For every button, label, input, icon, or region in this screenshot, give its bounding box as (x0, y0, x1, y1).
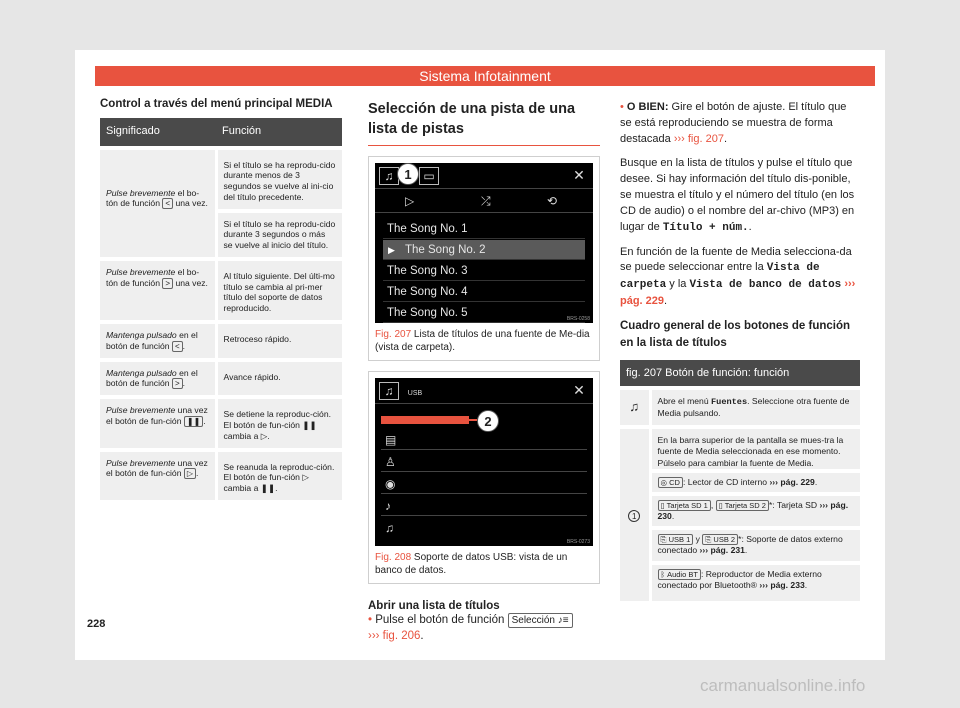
source-text: *: Soporte de datos externo conectado (657, 534, 843, 556)
figure-207 (368, 156, 600, 361)
function-key: < (172, 341, 183, 352)
usb-list-item[interactable] (381, 474, 587, 494)
figure-label: Fig. 207 (375, 329, 412, 341)
database-view-label: Vista de banco de datos (689, 279, 842, 292)
artist-icon: ♙ (385, 455, 396, 470)
action-emphasis: Pulse brevemente (106, 187, 176, 198)
action-tail: . (182, 340, 186, 351)
action-tail: . (196, 468, 199, 479)
figure-207-caption (369, 329, 599, 360)
action-text: una vez el botón de fun-ción (106, 405, 208, 427)
music-note-icon: ♫ (620, 388, 650, 427)
function-text: Si el título se ha reprodu-cido durante menos de 3 segundos se vuelve al ini-cio del título precedente. (223, 159, 336, 202)
paragraph-text: En función de la fuente de Media selecciona-da se puede seleccionar entre la (620, 245, 852, 274)
shuffle-icon[interactable]: ⤮ (481, 194, 491, 209)
close-icon[interactable]: ✕ (573, 382, 585, 399)
song-list-item[interactable]: The Song No. 5 (383, 303, 585, 323)
sources-description (650, 388, 860, 427)
table-row (100, 259, 342, 322)
punctuation: . (664, 295, 668, 308)
folder-icon[interactable]: ▭ (419, 167, 439, 185)
figure-reference[interactable]: ››› fig. 206 (368, 630, 421, 643)
function-cell (216, 148, 342, 259)
table-row (100, 450, 342, 500)
function-table-header: fig. 207 Botón de función: función (620, 360, 860, 388)
function-key: < (162, 198, 173, 209)
source-item (652, 561, 861, 595)
circled-number: 1 (628, 510, 640, 522)
callout-badge: 2 (477, 410, 499, 432)
paragraph-text: Gire el botón de ajuste. El título que se está reproduciendo se muestra de forma destacada (620, 101, 847, 145)
function-text: Al título siguiente. Del últi-mo título se cambia al pri-mer título del soporte de datos reproducido. (223, 270, 335, 314)
media-menu-table (100, 118, 342, 500)
source-button: ᛒ Audio BT (658, 569, 701, 580)
function-key: > (162, 278, 173, 289)
action-emphasis: Pulse brevemente (106, 457, 176, 468)
playback-controls (375, 191, 593, 213)
function-cell (216, 259, 342, 322)
close-icon[interactable]: ✕ (573, 167, 585, 184)
function-text: Avance rápido. (223, 371, 281, 382)
source-button: ▯ Tarjeta SD 1 (658, 500, 711, 511)
figure-reference[interactable]: ››› fig. 207 (673, 132, 724, 145)
source-item: ▯ Tarjeta SD 1 , ▯ Tarjeta SD 2 *: Tarjeta SD ››› pág. 230. (652, 492, 861, 526)
source-item (652, 469, 861, 492)
source-text: : Lector de CD interno (682, 476, 770, 487)
play-icon[interactable]: ▷ (405, 194, 415, 209)
song-list-item[interactable]: The Song No. 4 (383, 282, 585, 302)
source-text: *: Tarjeta SD (768, 499, 820, 510)
page-reference[interactable]: ››› pág. 229 (620, 278, 856, 308)
usb-highlight-bar (381, 416, 469, 424)
action-emphasis: Pulse brevemente (106, 266, 176, 277)
music-note-icon[interactable]: ♫ (379, 382, 399, 400)
function-key: ▷ (184, 468, 196, 479)
sources-label: Fuentes (711, 396, 748, 407)
function-cell (216, 450, 342, 500)
action-emphasis: Pulse brevemente (106, 405, 176, 416)
repeat-icon[interactable]: ⟲ (547, 194, 558, 209)
punctuation: . (748, 220, 752, 233)
song-list-screen (375, 163, 593, 323)
folder-view-label: Vista de carpeta (620, 262, 820, 292)
figure-208 (368, 371, 600, 584)
usb-database-screen (375, 378, 593, 546)
action-text: en el botón de función (106, 329, 198, 351)
col-header-meaning: Significado (100, 118, 216, 148)
callout-badge: 1 (397, 163, 419, 185)
figure-code: BRS-0258 (566, 316, 590, 323)
media-menu-heading: Control a través del menú principal MEDIA (100, 98, 333, 110)
callout-number (620, 427, 650, 601)
paragraph-text: y la (666, 278, 690, 291)
guitar-icon: ♪ (385, 499, 391, 514)
action-tail: . (182, 378, 186, 389)
usb-label: USB (407, 390, 423, 398)
paragraph-text: Busque en la lista de títulos y pulse el título que desee. Si hay información del título dis-ponible, se muestra el título y el número del título (en los CD de audio) o el nombre del ar-chivo (MP3) en lugar de (620, 156, 855, 233)
function-cell (216, 360, 342, 398)
page-reference[interactable]: ››› pág. 233 (759, 579, 805, 590)
punctuation: . (804, 579, 808, 590)
action-emphasis: Mantenga pulsado (106, 329, 177, 340)
music-note-icon: ♫ (385, 521, 394, 536)
open-list-instruction (368, 612, 600, 644)
table-row (100, 322, 342, 360)
action-cell (100, 397, 216, 449)
action-cell (100, 259, 216, 322)
paragraph-search (620, 156, 860, 237)
title-number-label: Título + núm. (662, 221, 749, 234)
action-emphasis: Mantenga pulsado (106, 367, 177, 378)
song-list-item[interactable]: ▶ The Song No. 2 (383, 240, 585, 260)
figure-code: BRS-0273 (566, 539, 590, 546)
function-text: Se reanuda la reproduc-ción. El botón de fun-ción ▷ cambia a ❚❚. (223, 461, 335, 493)
figure-label: Fig. 208 (375, 552, 412, 564)
action-tail: una vez. (173, 198, 208, 209)
usb-list-item[interactable] (381, 496, 587, 516)
song-list-item[interactable]: The Song No. 3 (383, 261, 585, 281)
action-text: el bo-tón de función (106, 266, 200, 288)
function-buttons-table (620, 360, 860, 601)
track-selection-heading: Selección de una pista de una lista de pistas (368, 100, 600, 146)
bullet-icon: • (368, 614, 373, 627)
page-header: Sistema Infotainment (95, 66, 875, 86)
track-selection-column (368, 100, 600, 644)
table-row (100, 360, 342, 398)
action-cell (100, 360, 216, 398)
figure-208-caption (369, 552, 599, 583)
function-key: ❚❚ (184, 416, 203, 427)
action-text: una vez el botón de fun-ción (106, 457, 208, 479)
function-buttons-column (620, 100, 860, 601)
album-icon: ◉ (385, 477, 396, 492)
source-button: ◎ CD (658, 477, 683, 488)
source-item: ⎘ USB 1 y ⎘ USB 2 *: Soporte de datos externo conectado ››› pág. 231. (652, 526, 861, 560)
music-note-icon[interactable]: ♫ (379, 167, 399, 185)
function-text: Retroceso rápido. (223, 333, 292, 344)
table-row (100, 148, 342, 259)
table-row (100, 397, 342, 449)
action-tail: . (203, 416, 206, 427)
action-cell (100, 322, 216, 360)
function-buttons-heading: Cuadro general de los botones de función en la lista de títulos (620, 320, 851, 349)
selection-button: Selección ♪≡ (508, 613, 573, 628)
description-text: . Seleccione otra fuente de Media pulsando. (657, 395, 850, 419)
paragraph-views (620, 245, 860, 311)
document-icon: ▤ (385, 433, 397, 448)
source-bar-description (650, 427, 860, 601)
usb-list-item[interactable] (381, 430, 587, 450)
or-label: O BIEN: (626, 101, 669, 113)
function-cell (216, 397, 342, 449)
usb-list-item[interactable] (381, 452, 587, 472)
description-text: En la barra superior de la pantalla se mues-tra la fuente de Media seleccionada en ese momento. Púlselo para cambiar la fuente de Media. (657, 435, 844, 468)
function-text: Si el título se ha reprodu-cido durante 3 segundos o más se vuelve al inicio del título. (218, 209, 343, 251)
page-number: 228 (87, 618, 106, 630)
source-button: ⎘ USB 2 (702, 534, 738, 545)
punctuation: . (723, 132, 728, 145)
punctuation: . (671, 511, 675, 522)
description-text: Abre el menú (657, 395, 712, 406)
bullet-icon: • (620, 101, 624, 113)
watermark: carmanualsonline.info (700, 676, 866, 695)
song-list-item[interactable]: The Song No. 1 (383, 219, 585, 239)
function-text: Se detiene la reproduc-ción. El botón de fun-ción ❚❚ cambia a ▷. (223, 409, 331, 441)
paragraph-or (620, 100, 860, 148)
col-header-function: Función (216, 118, 342, 148)
figure-caption-text: Lista de títulos de una fuente de Me-dia (vista de carpeta). (375, 329, 590, 353)
action-tail: una vez. (173, 277, 208, 288)
open-list-heading: Abrir una lista de títulos (368, 600, 500, 613)
media-menu-column (100, 98, 340, 500)
function-key: > (172, 378, 183, 389)
action-text: en el botón de función (106, 367, 198, 389)
screen-tab-bar (375, 378, 593, 404)
callout-line (469, 419, 477, 421)
page-reference[interactable]: ››› pág. 231 (699, 545, 745, 556)
page-reference[interactable]: ››› pág. 230 (657, 499, 849, 522)
action-cell (100, 148, 216, 259)
function-cell (216, 322, 342, 360)
action-text: el bo-tón de función (106, 187, 200, 209)
instruction-text: Pulse el botón de función (375, 614, 505, 627)
action-cell (100, 450, 216, 500)
page-reference[interactable]: ››› pág. 229 (769, 476, 815, 487)
usb-list-item[interactable] (381, 518, 587, 538)
punctuation: . (420, 630, 424, 643)
source-button: ⎘ USB 1 (658, 534, 694, 545)
punctuation: . (744, 545, 748, 556)
figure-caption-text: Soporte de datos USB: vista de un banco de datos. (375, 552, 568, 576)
source-text: : Reproductor de Media externo conectado por Bluetooth® (657, 568, 822, 590)
source-button: ▯ Tarjeta SD 2 (716, 500, 769, 511)
punctuation: . (814, 476, 818, 487)
